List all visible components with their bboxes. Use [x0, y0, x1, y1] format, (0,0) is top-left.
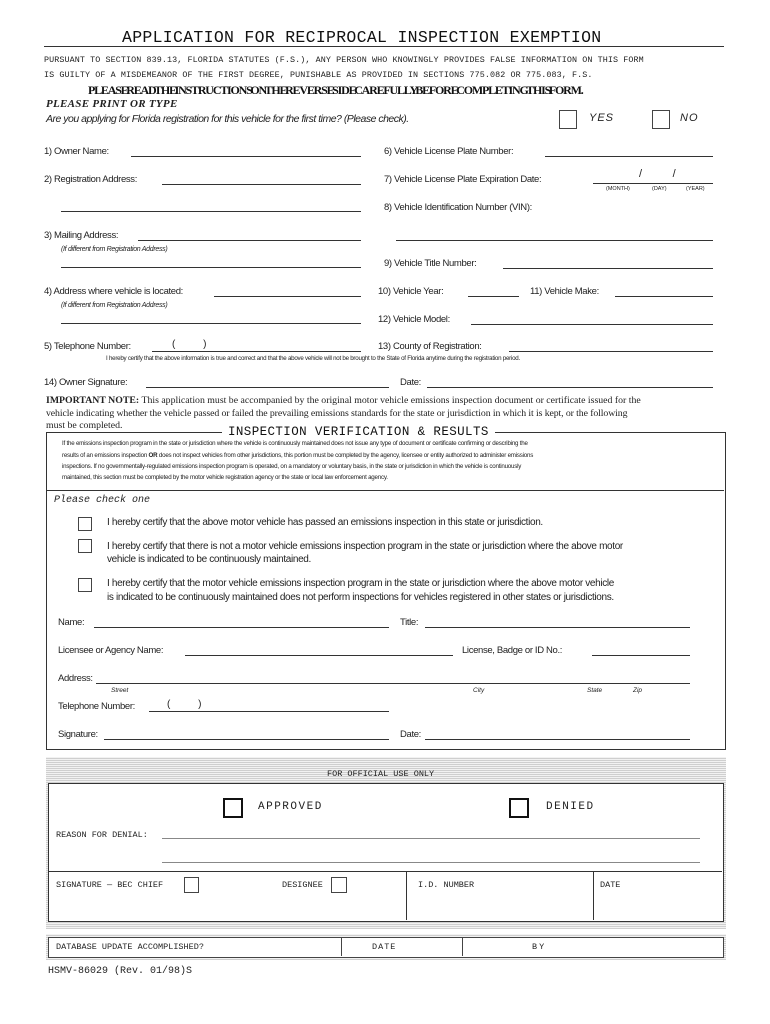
owner-name-field[interactable]	[131, 156, 361, 157]
telephone-parens: ( )	[172, 339, 207, 350]
title-number-field[interactable]	[503, 268, 713, 269]
official-use-panel	[48, 783, 724, 922]
official-date-label: DATE	[600, 880, 621, 890]
option-no-inspection-text-1: I hereby certify that the motor vehicle emissions inspection program in the state or jurisdiction where the above motor vehicle	[107, 578, 614, 589]
vehicle-location-field-2[interactable]	[61, 323, 361, 324]
first-time-question: Are you applying for Florida registration for this vehicle for the first time? (Please check).	[46, 113, 409, 125]
license-number-field[interactable]	[592, 655, 690, 656]
month-caption: (MONTH)	[606, 186, 630, 192]
vin-field[interactable]	[396, 240, 713, 241]
licensee-field[interactable]	[185, 655, 453, 656]
id-number-label: I.D. NUMBER	[418, 880, 475, 890]
option-passed-text: I hereby certify that the above motor vehicle has passed an emissions inspection in this state or jurisdiction.	[107, 517, 543, 528]
bec-chief-signature-label: SIGNATURE — BEC CHIEF	[56, 880, 164, 890]
approved-label: APPROVED	[258, 801, 323, 813]
telephone-field[interactable]	[152, 351, 361, 352]
warning-line-1: PURSUANT TO SECTION 839.13, FLORIDA STATUTES (F.S.), ANY PERSON WHO KNOWINGLY PROVIDES FALSE INFORMATION ON THIS FORM	[44, 55, 644, 65]
database-by-label: BY	[532, 942, 547, 952]
registration-address-field[interactable]	[162, 184, 361, 185]
denial-reason-label: REASON FOR DENIAL:	[56, 830, 148, 840]
yes-label: YES	[589, 112, 615, 124]
plate-expiration-label: 7) Vehicle License Plate Expiration Date:	[384, 174, 542, 185]
owner-certification: I hereby certify that the above information is true and correct and that the above vehicle will not be brought to the State of Florida anytime during the registration period.	[106, 355, 520, 362]
year-caption: (YEAR)	[686, 186, 705, 192]
database-date-label: DATE	[372, 942, 397, 952]
important-note-text-1: This application must be accompanied by the original motor vehicle emissions inspection document or certificate issued for the	[139, 395, 641, 406]
inspection-para-2	[62, 452, 533, 459]
warning-line-2: IS GUILTY OF A MISDEMEANOR OF THE FIRST DEGREE, PUNISHABLE AS PROVIDED IN SECTIONS 775.082 OR 775.083, F.S.	[44, 70, 593, 80]
expiration-slashes: / /	[639, 168, 676, 180]
option-no-inspection-text-2: is indicated to be continuously maintained does not perform inspections for vehicles registered in other states or jurisdictions.	[107, 592, 614, 603]
denied-checkbox[interactable]	[509, 798, 529, 818]
inspector-telephone-label: Telephone Number:	[58, 701, 135, 712]
form-title: APPLICATION FOR RECIPROCAL INSPECTION EXEMPTION	[122, 28, 602, 47]
city-caption: City	[473, 687, 485, 694]
denied-label: DENIED	[546, 801, 595, 813]
owner-date-field[interactable]	[427, 387, 713, 388]
print-note: PLEASE PRINT OR TYPE	[46, 98, 178, 110]
approved-checkbox[interactable]	[223, 798, 243, 818]
inspection-divider	[47, 490, 724, 491]
option-no-program-checkbox[interactable]	[78, 539, 92, 553]
registration-address-label: 2) Registration Address:	[44, 174, 137, 185]
important-note-label: IMPORTANT NOTE:	[46, 395, 140, 406]
denial-reason-field-2[interactable]	[162, 862, 700, 863]
inspection-para-4: maintained, this section must be completed by the motor vehicle registration agency or the state or local law enforcement agency.	[62, 474, 388, 481]
important-note-line-1	[46, 395, 641, 406]
form-number: HSMV-86029 (Rev. 01/98)S	[48, 966, 193, 977]
inspector-date-field[interactable]	[425, 739, 690, 740]
database-update-label: DATABASE UPDATE ACCOMPLISHED?	[56, 942, 204, 952]
inspection-para-2c: does not inspect vehicles from other jurisdictions, this portion must be completed by the agency, licensee or entity authorized to administer emissions	[157, 452, 534, 459]
option-no-program-text-2: vehicle is indicated to be continuously maintained.	[107, 554, 311, 565]
inspector-date-label: Date:	[400, 729, 421, 740]
database-divider-1	[341, 938, 342, 956]
inspector-address-label: Address:	[58, 673, 93, 684]
plate-number-field[interactable]	[545, 156, 713, 157]
county-field[interactable]	[509, 351, 713, 352]
inspector-telephone-field[interactable]	[149, 711, 389, 712]
vehicle-year-field[interactable]	[468, 296, 519, 297]
vehicle-year-label: 10) Vehicle Year:	[378, 286, 444, 297]
vehicle-model-field[interactable]	[471, 324, 713, 325]
title-rule	[44, 46, 724, 47]
inspection-para-1: If the emissions inspection program in the state or jurisdiction where the vehicle is continuously maintained does not issue any type of document or certificate confirming or describing the	[62, 440, 528, 447]
inspector-telephone-parens: ( )	[167, 699, 202, 710]
vehicle-make-label: 11) Vehicle Make:	[530, 286, 599, 297]
mailing-address-label: 3) Mailing Address:	[44, 230, 119, 241]
inspector-title-label: Title:	[400, 617, 419, 628]
mailing-address-note: (If different from Registration Address)	[61, 246, 168, 253]
option-no-inspection-checkbox[interactable]	[78, 578, 92, 592]
mailing-address-field-2[interactable]	[61, 267, 361, 268]
inspection-heading: INSPECTION VERIFICATION & RESULTS	[222, 425, 495, 439]
designee-checkbox[interactable]	[331, 877, 347, 893]
instructions-banner: PLEASE READ THE INSTRUCTIONS ON THE REVERSE SIDE CAREFULLY BEFORE COMPLETING THIS FORM.	[88, 83, 583, 97]
vehicle-location-label: 4) Address where vehicle is located:	[44, 286, 183, 297]
inspector-address-field[interactable]	[96, 683, 690, 684]
telephone-label: 5) Telephone Number:	[44, 341, 131, 352]
plate-number-label: 6) Vehicle License Plate Number:	[384, 146, 514, 157]
official-use-heading: FOR OFFICIAL USE ONLY	[327, 769, 435, 779]
inspector-title-field[interactable]	[425, 627, 690, 628]
check-one-label: Please check one	[54, 495, 151, 506]
inspection-para-2-or: OR	[148, 452, 158, 459]
designee-label: DESIGNEE	[282, 880, 323, 890]
bec-chief-checkbox[interactable]	[184, 877, 199, 893]
inspection-para-2a: results of an emissions inspection	[62, 452, 149, 459]
vehicle-location-field[interactable]	[214, 296, 361, 297]
option-no-program-text-1: I hereby certify that there is not a motor vehicle emissions inspection program in the state or jurisdiction where the above motor	[107, 541, 623, 552]
inspection-para-3: inspections. If no governmentally-regulated emissions inspection program is operated, on a mandatory or voluntary basis, in the state or jurisdiction in which the vehicle is continuously	[62, 463, 522, 470]
owner-signature-label: 14) Owner Signature:	[44, 377, 128, 388]
day-caption: (DAY)	[652, 186, 667, 192]
zip-caption: Zip	[633, 687, 643, 694]
mailing-address-field[interactable]	[138, 240, 361, 241]
inspector-signature-label: Signature:	[58, 729, 98, 740]
inspector-name-label: Name:	[58, 617, 85, 628]
license-number-label: License, Badge or ID No.:	[462, 645, 563, 656]
plate-expiration-field[interactable]	[593, 183, 713, 184]
county-label: 13) County of Registration:	[378, 341, 482, 352]
registration-address-field-2[interactable]	[61, 211, 361, 212]
no-label: NO	[680, 112, 699, 124]
database-divider-2	[462, 938, 463, 956]
denial-reason-field[interactable]	[162, 838, 700, 839]
inspector-signature-field[interactable]	[104, 739, 389, 740]
title-number-label: 9) Vehicle Title Number:	[384, 258, 477, 269]
no-checkbox[interactable]	[652, 110, 670, 129]
state-caption: State	[587, 687, 603, 694]
important-note-line-2: vehicle indicating whether the vehicle passed or failed the prevailing emissions standards for the state or jurisdiction in which it is kept, or the following	[46, 408, 628, 419]
option-passed-checkbox[interactable]	[78, 517, 92, 531]
owner-name-label: 1) Owner Name:	[44, 146, 109, 157]
date-cell-divider	[593, 872, 594, 920]
owner-date-label: Date:	[400, 377, 421, 388]
vin-label: 8) Vehicle Identification Number (VIN):	[384, 202, 532, 213]
vehicle-model-label: 12) Vehicle Model:	[378, 314, 450, 325]
licensee-label: Licensee or Agency Name:	[58, 645, 164, 656]
official-use-divider	[49, 871, 722, 872]
street-caption: Street	[111, 687, 129, 694]
inspector-name-field[interactable]	[94, 627, 389, 628]
vehicle-make-field[interactable]	[615, 296, 713, 297]
id-number-cell-divider	[406, 872, 407, 920]
important-note-line-3: must be completed.	[46, 420, 123, 431]
vehicle-location-note: (If different from Registration Address)	[61, 302, 168, 309]
yes-checkbox[interactable]	[559, 110, 577, 129]
owner-signature-field[interactable]	[146, 387, 389, 388]
